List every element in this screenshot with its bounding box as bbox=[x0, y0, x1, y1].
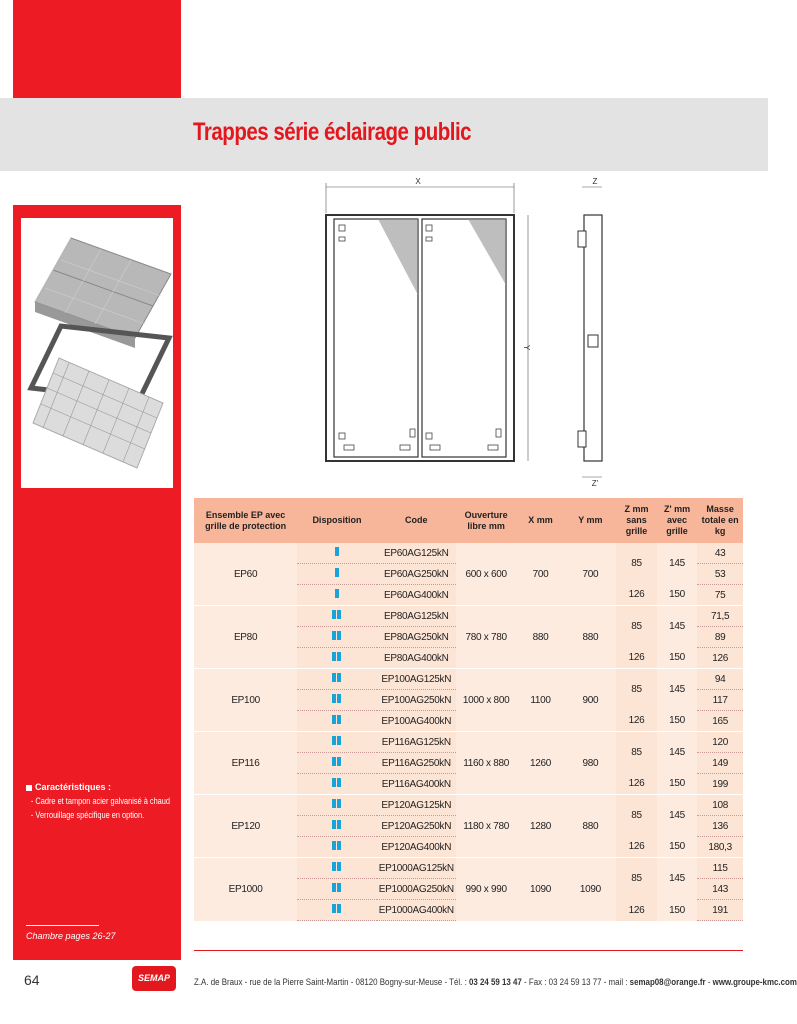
cell-ensemble: EP80 bbox=[194, 606, 297, 669]
cell-x: 1260 bbox=[516, 732, 564, 795]
single-lid-icon bbox=[335, 589, 339, 598]
double-lid-icon bbox=[332, 736, 341, 745]
cell-ensemble: EP116 bbox=[194, 732, 297, 795]
cell-ouverture: 1180 x 780 bbox=[456, 795, 517, 858]
contact-line: Z.A. de Braux - rue de la Pierre Saint-Martin - 08120 Bogny-sur-Meuse - Tél. : 03 24 59 13 47 - Fax : 03 24 59 13 77 - mail : semap08@orange.fr - www.groupe-kmc.com bbox=[194, 977, 797, 987]
col-code: Code bbox=[377, 498, 456, 543]
cell-ensemble: EP120 bbox=[194, 795, 297, 858]
cell-z: 85 bbox=[616, 732, 657, 774]
col-z: Z mm sans grille bbox=[616, 498, 657, 543]
cell-z: 85 bbox=[616, 795, 657, 837]
dim-y-label: Y bbox=[522, 345, 531, 351]
cell-disposition bbox=[297, 627, 377, 648]
cell-disposition bbox=[297, 858, 377, 879]
cell-code: EP1000AG250kN bbox=[377, 879, 456, 900]
dim-z-label: Z bbox=[592, 177, 598, 186]
cell-code: EP1000AG125kN bbox=[377, 858, 456, 879]
cell-code: EP120AG250kN bbox=[377, 816, 456, 837]
cell-zprime: 145 bbox=[657, 732, 698, 774]
cell-masse: 75 bbox=[697, 585, 743, 606]
cell-z: 126 bbox=[616, 585, 657, 606]
cell-masse: 89 bbox=[697, 627, 743, 648]
cell-masse: 180,3 bbox=[697, 837, 743, 858]
product-photo bbox=[21, 218, 173, 488]
dim-x-label: X bbox=[415, 177, 421, 186]
cell-ensemble: EP100 bbox=[194, 669, 297, 732]
cell-disposition bbox=[297, 879, 377, 900]
features-heading: Caractéristiques : bbox=[26, 780, 202, 794]
cell-zprime: 150 bbox=[657, 648, 698, 669]
col-ensemble: Ensemble EP avec grille de protection bbox=[194, 498, 297, 543]
cell-disposition bbox=[297, 606, 377, 627]
cell-code: EP116AG125kN bbox=[377, 732, 456, 753]
technical-drawing bbox=[318, 175, 638, 500]
cell-ensemble: EP60 bbox=[194, 543, 297, 606]
col-ouverture: Ouverture libre mm bbox=[456, 498, 517, 543]
specs-table bbox=[194, 498, 743, 921]
cell-masse: 165 bbox=[697, 711, 743, 732]
cell-z: 85 bbox=[616, 669, 657, 711]
cell-ouverture: 1160 x 880 bbox=[456, 732, 517, 795]
cell-ensemble: EP1000 bbox=[194, 858, 297, 921]
cell-disposition bbox=[297, 774, 377, 795]
double-lid-icon bbox=[332, 715, 341, 724]
table-row bbox=[194, 858, 743, 879]
cell-code: EP60AG250kN bbox=[377, 564, 456, 585]
single-lid-icon bbox=[335, 547, 339, 556]
cell-y: 980 bbox=[565, 732, 617, 795]
double-lid-icon bbox=[332, 904, 341, 913]
cell-masse: 120 bbox=[697, 732, 743, 753]
cell-zprime: 145 bbox=[657, 858, 698, 900]
cell-code: EP100AG400kN bbox=[377, 711, 456, 732]
cell-masse: 71,5 bbox=[697, 606, 743, 627]
cell-masse: 199 bbox=[697, 774, 743, 795]
footer-divider bbox=[194, 950, 743, 951]
col-masse: Masse totale en kg bbox=[697, 498, 743, 543]
cell-masse: 136 bbox=[697, 816, 743, 837]
single-lid-icon bbox=[335, 568, 339, 577]
cell-z: 126 bbox=[616, 774, 657, 795]
cell-masse: 149 bbox=[697, 753, 743, 774]
col-y: Y mm bbox=[565, 498, 617, 543]
cell-disposition bbox=[297, 732, 377, 753]
cell-zprime: 145 bbox=[657, 543, 698, 585]
cell-zprime: 150 bbox=[657, 837, 698, 858]
cell-z: 85 bbox=[616, 606, 657, 648]
table-header-row bbox=[194, 498, 743, 543]
chambre-reference: Chambre pages 26-27 bbox=[26, 931, 116, 941]
cell-z: 126 bbox=[616, 648, 657, 669]
cell-code: EP120AG125kN bbox=[377, 795, 456, 816]
cell-ouverture: 990 x 990 bbox=[456, 858, 517, 921]
cell-disposition bbox=[297, 690, 377, 711]
cell-x: 700 bbox=[516, 543, 564, 606]
cell-x: 1100 bbox=[516, 669, 564, 732]
table-row bbox=[194, 543, 743, 564]
col-disposition: Disposition bbox=[297, 498, 377, 543]
semap-logo: SEMAP bbox=[132, 966, 176, 991]
cell-masse: 117 bbox=[697, 690, 743, 711]
dim-zprime-label: Z' bbox=[591, 479, 599, 488]
cell-x: 880 bbox=[516, 606, 564, 669]
cell-zprime: 145 bbox=[657, 606, 698, 648]
cell-code: EP120AG400kN bbox=[377, 837, 456, 858]
cell-code: EP80AG400kN bbox=[377, 648, 456, 669]
double-lid-icon bbox=[332, 799, 341, 808]
cell-disposition bbox=[297, 795, 377, 816]
cell-z: 126 bbox=[616, 711, 657, 732]
cell-zprime: 150 bbox=[657, 711, 698, 732]
cell-masse: 126 bbox=[697, 648, 743, 669]
cell-zprime: 150 bbox=[657, 900, 698, 921]
double-lid-icon bbox=[332, 694, 341, 703]
features-list bbox=[26, 780, 202, 822]
cell-y: 1090 bbox=[565, 858, 617, 921]
cell-disposition bbox=[297, 648, 377, 669]
cell-z: 85 bbox=[616, 858, 657, 900]
cell-code: EP60AG400kN bbox=[377, 585, 456, 606]
cell-y: 880 bbox=[565, 606, 617, 669]
cell-disposition bbox=[297, 564, 377, 585]
cell-ouverture: 1000 x 800 bbox=[456, 669, 517, 732]
page-title: Trappes série éclairage public bbox=[193, 118, 472, 146]
col-x: X mm bbox=[516, 498, 564, 543]
cell-code: EP1000AG400kN bbox=[377, 900, 456, 921]
cell-disposition bbox=[297, 585, 377, 606]
page-number: 64 bbox=[24, 972, 40, 988]
table-row bbox=[194, 732, 743, 753]
double-lid-icon bbox=[332, 778, 341, 787]
divider bbox=[26, 925, 99, 926]
cell-y: 880 bbox=[565, 795, 617, 858]
cell-code: EP100AG250kN bbox=[377, 690, 456, 711]
cell-zprime: 145 bbox=[657, 795, 698, 837]
cell-x: 1090 bbox=[516, 858, 564, 921]
cell-z: 126 bbox=[616, 837, 657, 858]
cell-disposition bbox=[297, 753, 377, 774]
cell-masse: 143 bbox=[697, 879, 743, 900]
table-row bbox=[194, 795, 743, 816]
cell-masse: 43 bbox=[697, 543, 743, 564]
table-row bbox=[194, 669, 743, 690]
square-bullet-icon bbox=[26, 785, 32, 791]
double-lid-icon bbox=[332, 820, 341, 829]
cell-masse: 108 bbox=[697, 795, 743, 816]
cell-zprime: 150 bbox=[657, 585, 698, 606]
double-lid-icon bbox=[332, 841, 341, 850]
cell-disposition bbox=[297, 900, 377, 921]
cell-ouverture: 600 x 600 bbox=[456, 543, 517, 606]
cell-code: EP80AG250kN bbox=[377, 627, 456, 648]
cell-masse: 191 bbox=[697, 900, 743, 921]
double-lid-icon bbox=[332, 673, 341, 682]
double-lid-icon bbox=[332, 757, 341, 766]
cell-x: 1280 bbox=[516, 795, 564, 858]
cell-ouverture: 780 x 780 bbox=[456, 606, 517, 669]
cell-zprime: 145 bbox=[657, 669, 698, 711]
cell-disposition bbox=[297, 837, 377, 858]
cell-z: 126 bbox=[616, 900, 657, 921]
cell-disposition bbox=[297, 543, 377, 564]
double-lid-icon bbox=[332, 652, 341, 661]
cell-y: 700 bbox=[565, 543, 617, 606]
cell-code: EP80AG125kN bbox=[377, 606, 456, 627]
cell-y: 900 bbox=[565, 669, 617, 732]
cell-code: EP116AG250kN bbox=[377, 753, 456, 774]
cell-disposition bbox=[297, 669, 377, 690]
col-zprime: Z' mm avec grille bbox=[657, 498, 698, 543]
feature-item: - Cadre et tampon acier galvanisé à chaud bbox=[30, 796, 170, 806]
cell-masse: 94 bbox=[697, 669, 743, 690]
table-row bbox=[194, 606, 743, 627]
red-corner-block bbox=[13, 0, 181, 98]
double-lid-icon bbox=[332, 610, 341, 619]
cell-z: 85 bbox=[616, 543, 657, 585]
cell-code: EP116AG400kN bbox=[377, 774, 456, 795]
double-lid-icon bbox=[332, 883, 341, 892]
double-lid-icon bbox=[332, 631, 341, 640]
cell-code: EP60AG125kN bbox=[377, 543, 456, 564]
cell-disposition bbox=[297, 816, 377, 837]
double-lid-icon bbox=[332, 862, 341, 871]
cell-code: EP100AG125kN bbox=[377, 669, 456, 690]
cell-disposition bbox=[297, 711, 377, 732]
cell-masse: 53 bbox=[697, 564, 743, 585]
cell-zprime: 150 bbox=[657, 774, 698, 795]
feature-item: - Verrouillage spécifique en option. bbox=[30, 810, 145, 820]
cell-masse: 115 bbox=[697, 858, 743, 879]
